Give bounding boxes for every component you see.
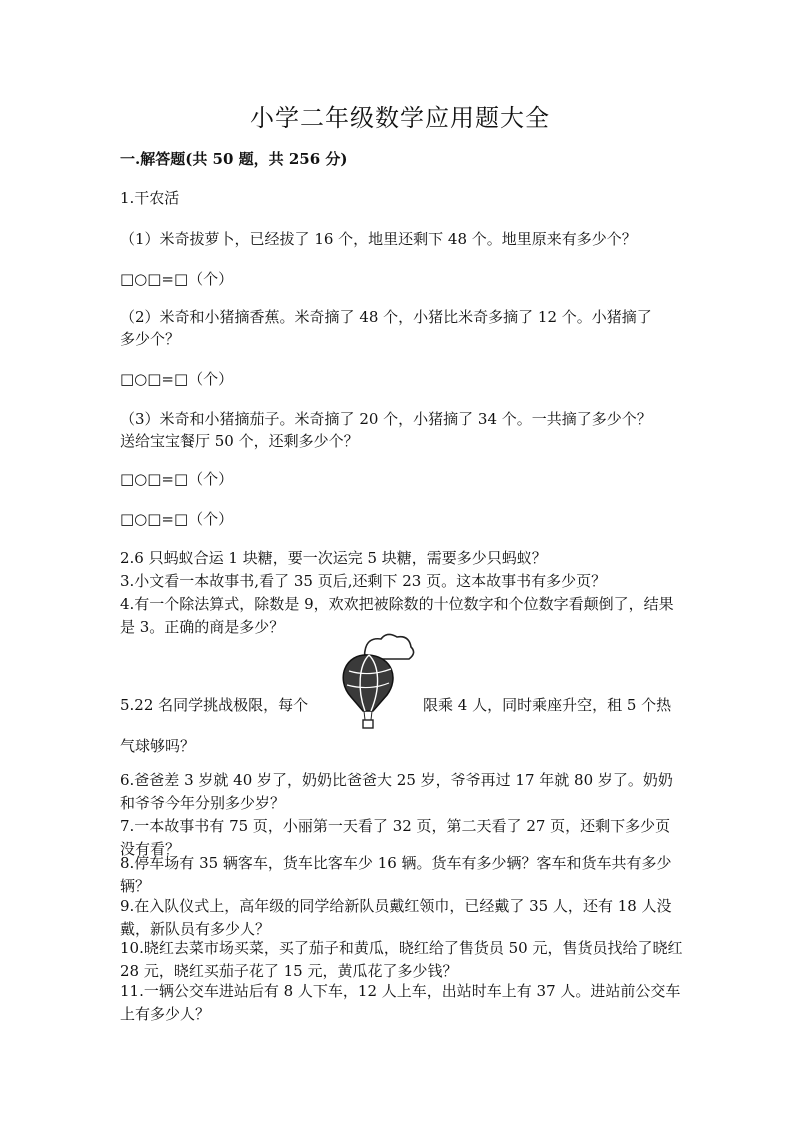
q1-answer-template-3: □○□=□（个） <box>120 470 234 488</box>
section-heading: 一.解答题(共 50 题，共 256 分) <box>120 150 348 168</box>
q7-text: 7.一本故事书有 75 页，小丽第一天看了 32 页，第二天看了 27 页，还剩下多少页没有看？ <box>120 817 671 858</box>
q10-text: 10.晓红去菜市场买菜，买了茄子和黄瓜，晓红给了售货员 50 元，售货员找给了晓红 28 元，晓红买茄子花了 15 元，黄瓜花了多少钱？ <box>120 939 683 980</box>
q5-text-tail: 气球够吗？ <box>120 737 196 755</box>
q1-part3-line1: （3）米奇和小猪摘茄子。米奇摘了 20 个，小猪摘了 34 个。一共摘了多少个？ <box>120 410 652 428</box>
hot-air-balloon-icon <box>325 631 417 731</box>
q1-answer-template-2: □○□=□（个） <box>120 370 234 388</box>
q8-text: 8.停车场有 35 辆客车，货车比客车少 16 辆。货车有多少辆？客车和货车共有多少辆？ <box>120 854 672 895</box>
q3-text: 3.小文看一本故事书,看了 35 页后,还剩下 23 页。这本故事书有多少页？ <box>120 572 607 590</box>
q1-title: 1.干农活 <box>120 189 180 207</box>
q1-part2-line1: （2）米奇和小猪摘香蕉。米奇摘了 48 个，小猪比米奇多摘了 12 个。小猪摘了 <box>120 308 652 326</box>
q1-part3-line2: 送给宝宝餐厅 50 个，还剩多少个？ <box>120 432 359 450</box>
q1-answer-template-4: □○□=□（个） <box>120 510 234 528</box>
q1-answer-template-1: □○□=□（个） <box>120 270 234 288</box>
q2-text: 2.6 只蚂蚁合运 1 块糖，要一次运完 5 块糖，需要多少只蚂蚁？ <box>120 549 547 567</box>
q6-text: 6.爸爸差 3 岁就 40 岁了，奶奶比爸爸大 25 岁，爷爷再过 17 年就 80 岁了。奶奶和爷爷今年分别多少岁？ <box>120 771 673 812</box>
q11-text: 11.一辆公交车进站后有 8 人下车，12 人上车，出站时车上有 37 人。进站前公交车上有多少人？ <box>120 982 681 1023</box>
q1-part1: （1）米奇拔萝卜，已经拔了 16 个，地里还剩下 48 个。地里原来有多少个？ <box>120 230 637 248</box>
q5-text-after: 限乘 4 人，同时乘座升空，租 5 个热 <box>423 696 672 714</box>
q1-part2-line2: 多少个？ <box>120 330 181 348</box>
q9-text: 9.在入队仪式上，高年级的同学给新队员戴红领巾，已经戴了 35 人，还有 18 人没戴，新队员有多少人？ <box>120 897 672 938</box>
q4-text: 4.有一个除法算式，除数是 9，欢欢把被除数的十位数字和个位数字看颠倒了，结果是 3。正确的商是多少？ <box>120 595 674 636</box>
q5-text-before: 5.22 名同学挑战极限，每个 <box>120 696 309 714</box>
document-title: 小学二年级数学应用题大全 <box>250 104 550 132</box>
